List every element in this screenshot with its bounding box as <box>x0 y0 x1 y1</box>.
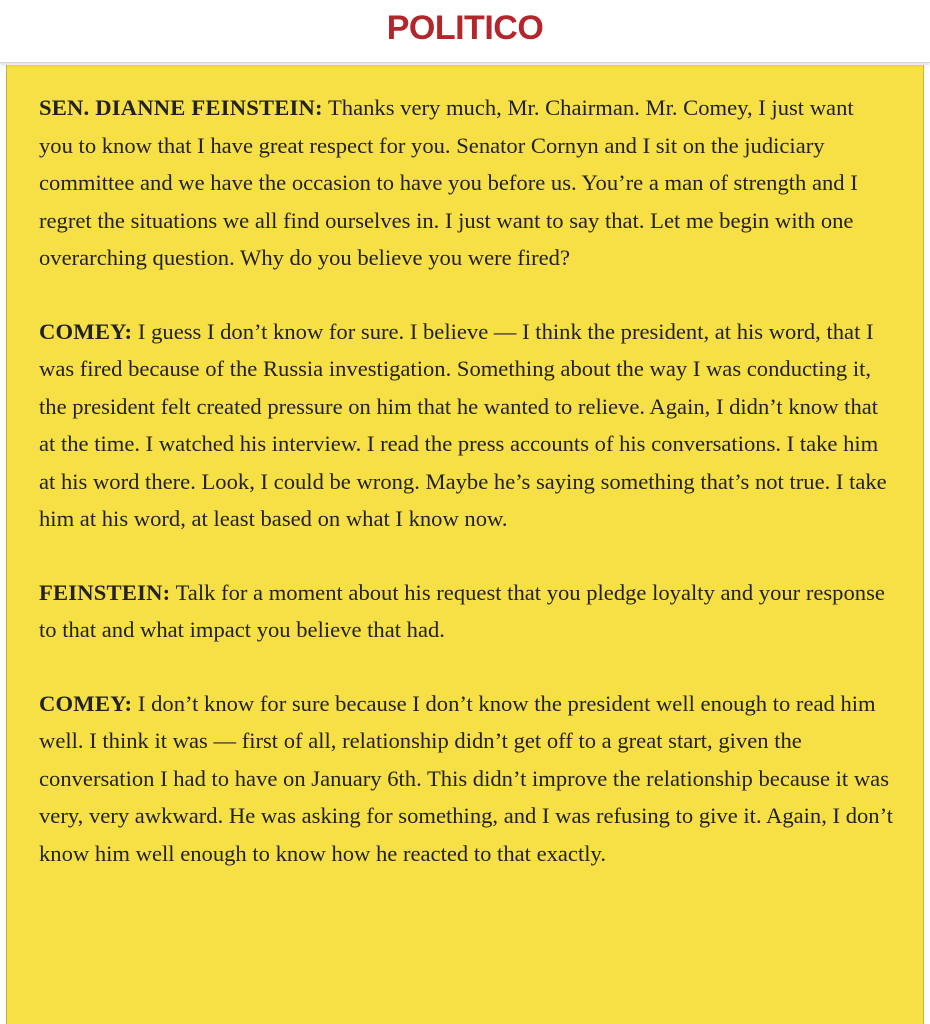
transcript-paragraph <box>39 89 893 277</box>
speaker-label: SEN. DIANNE FEINSTEIN: <box>39 95 323 120</box>
speaker-label: COMEY: <box>39 690 133 716</box>
transcript-paragraph <box>39 313 893 538</box>
transcript-paragraph <box>39 685 893 873</box>
politico-logo[interactable]: POLITICO <box>386 9 544 47</box>
transcript-paragraph <box>39 574 893 649</box>
transcript-text: I don’t know for sure because I don’t know the president well enough to read him well. I think it was — first of all, relationship didn’t get off to a great start, given the conversation I had to have on January 6th. This didn’t improve the relationship because it was very, very awkward. He was asking for something, and I was refusing to give it. Again, I don’t know him well enough to know how he reacted to that exactly. <box>39 690 893 866</box>
transcript-excerpt <box>6 65 924 1024</box>
speaker-label: COMEY: <box>39 318 133 344</box>
transcript-text: I guess I don’t know for sure. I believe — I think the president, at his word, that I was fired because of the Russia investigation. Something about the way I was conducting it, the president felt created pressure on him that he wanted to relieve. Again, I didn’t know that at the time. I watched his interview. I read the press accounts of his conversations. I take him at his word there. Look, I could be wrong. Maybe he’s saying something that’s not true. I take him at his word, at least based on what I know now. <box>39 318 887 531</box>
transcript-text: Talk for a moment about his request that you pledge loyalty and your response to that and what impact you believe that had. <box>39 579 885 642</box>
masthead <box>0 0 930 63</box>
transcript-text: Thanks very much, Mr. Chairman. Mr. Comey, I just want you to know that I have great respect for you. Senator Cornyn and I sit on the judiciary committee and we have the occasion to have you before us. You’re a man of strength and I regret the situations we all find ourselves in. I just want to say that. Let me begin with one overarching question. Why do you believe you were fired? <box>39 95 858 270</box>
speaker-label: FEINSTEIN: <box>39 579 171 605</box>
